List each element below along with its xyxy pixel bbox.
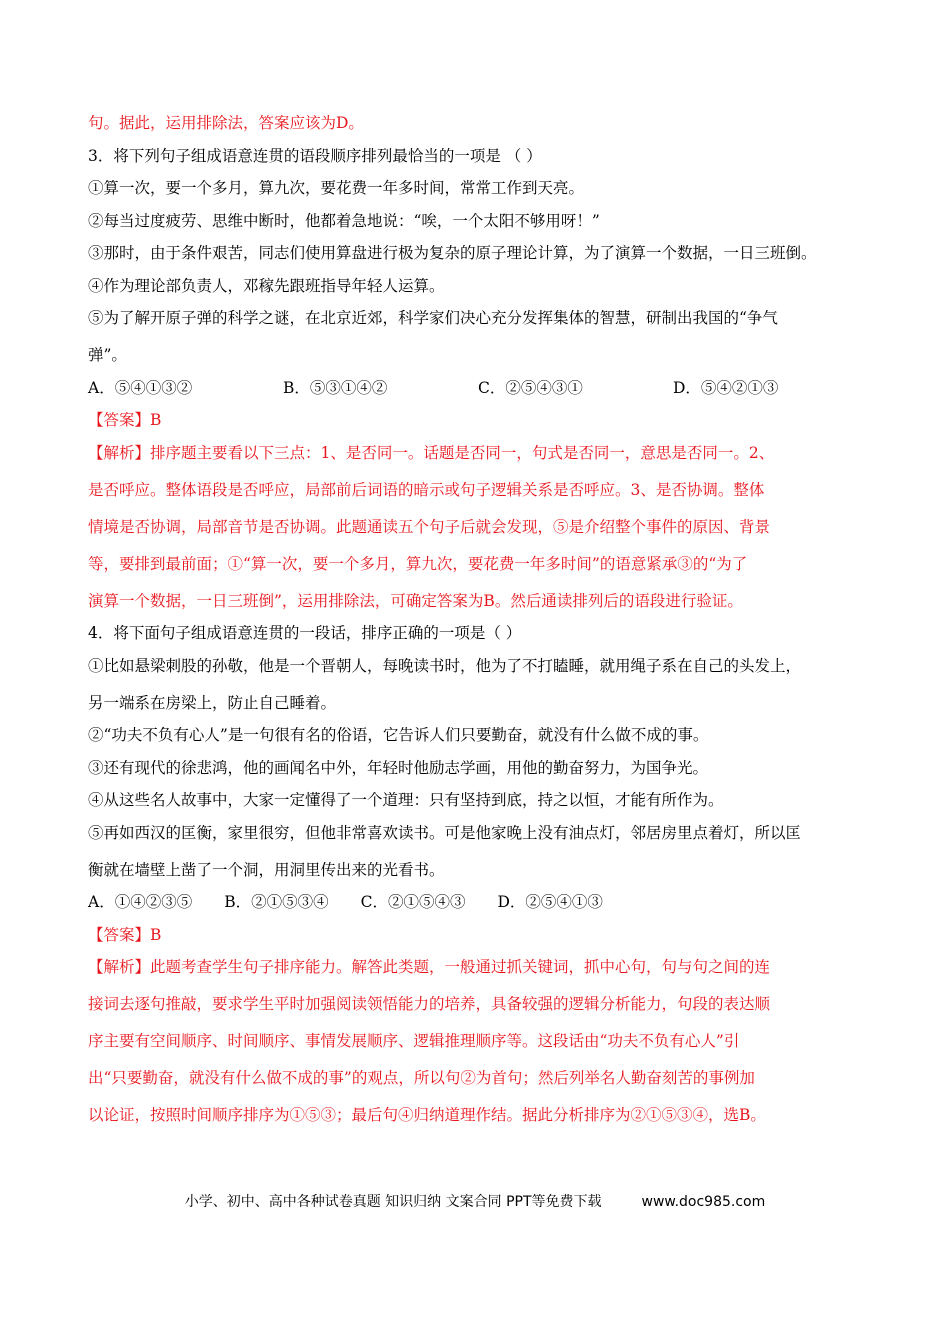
q3-analysis-line-1: 【解析】排序题主要看以下三点：1、是否同一。话题是否同一，句式是否同一，意思是否同一。2、 bbox=[88, 443, 775, 462]
q4-option-d: D．②⑤④①③ bbox=[497, 893, 603, 911]
q3-option-b: B．⑤③①④② bbox=[283, 378, 388, 397]
q4-sentence-1 bbox=[88, 656, 868, 713]
page-footer bbox=[0, 1192, 950, 1212]
q4-sentence-5 bbox=[88, 823, 868, 880]
q4-answer: 【答案】B bbox=[88, 925, 162, 944]
document-body bbox=[88, 113, 868, 1138]
q4-stem: 4．将下面句子组成语意连贯的一段话，排序正确的一项是（ ） bbox=[88, 624, 522, 642]
footer-text: 小学、初中、高中各种试卷真题 知识归纳 文案合同 PPT等免费下载 bbox=[184, 1194, 602, 1210]
q3-stem: 3．将下列句子组成语意连贯的语段顺序排列最恰当的一项是 （ ） bbox=[88, 146, 542, 165]
q4-option-b: B．②①⑤③④ bbox=[224, 893, 329, 911]
q3-option-d: D．⑤④②①③ bbox=[673, 378, 779, 397]
q3-analysis bbox=[88, 443, 868, 611]
q3-sentence-3: ③那时，由于条件艰苦，同志们使用算盘进行极为复杂的原子理论计算，为了演算一个数据，一日三班倒。 bbox=[88, 244, 817, 262]
q4-sentence-4: ④从这些名人故事中，大家一定懂得了一个道理：只有坚持到底，持之以恒，才能有所作为。 bbox=[88, 791, 724, 809]
q4-options bbox=[88, 892, 868, 912]
previous-analysis-tail: 句。据此，运用排除法，答案应该为D。 bbox=[88, 114, 364, 132]
q4-sentence-1-line-2: 另一端系在房梁上，防止自己睡着。 bbox=[88, 693, 337, 712]
q3-analysis-line-2: 是否呼应。整体语段是否呼应，局部前后词语的暗示或句子逻辑关系是否呼应。3、是否协调。整体 bbox=[88, 480, 765, 499]
q3-sentence-5-line-2: 弹”。 bbox=[88, 346, 127, 364]
q3-option-c: C．②⑤④③① bbox=[478, 378, 583, 397]
q3-options bbox=[88, 378, 868, 398]
q4-analysis-line-2: 接词去逐句推敲，要求学生平时加强阅读领悟能力的培养，具备较强的逻辑分析能力，句段的表达顺 bbox=[88, 995, 771, 1013]
q4-analysis-line-3: 序主要有空间顺序、时间顺序、事情发展顺序、逻辑推理顺序等。这段话由“功夫不负有心人”引 bbox=[88, 1032, 740, 1050]
q4-sentence-5-line-1: ⑤再如西汉的匡衡，家里很穷，但他非常喜欢读书。可是他家晚上没有油点灯，邻居房里点着灯，所以匡 bbox=[88, 823, 802, 842]
q4-sentence-2: ②“功夫不负有心人”是一句很有名的俗语，它告诉人们只要勤奋，就没有什么做不成的事。 bbox=[88, 726, 709, 744]
q4-analysis-line-1: 【解析】此题考查学生句子排序能力。解答此类题，一般通过抓关键词，抓中心句，句与句之间的连 bbox=[88, 958, 771, 976]
q3-analysis-line-4: 等，要排到最前面；①“算一次，要一个多月，算九次，要花费一年多时间”的语意紧承③的“为了 bbox=[88, 554, 748, 573]
q3-sentence-2: ②每当过度疲劳、思维中断时，他都着急地说：“唉，一个太阳不够用呀！” bbox=[88, 211, 600, 230]
q3-sentence-5-line-1: ⑤为了解开原子弹的科学之谜，在北京近郊，科学家们决心充分发挥集体的智慧，研制出我国的“争气 bbox=[88, 309, 778, 327]
q3-sentence-4: ④作为理论部负责人，邓稼先跟班指导年轻人运算。 bbox=[88, 276, 445, 295]
q3-analysis-line-3: 情境是否协调，局部音节是否协调。此题通读五个句子后就会发现，⑤是介绍整个事件的原因、背景 bbox=[88, 517, 771, 536]
q4-analysis bbox=[88, 957, 868, 1125]
q4-option-c: C．②①⑤④③ bbox=[360, 893, 466, 911]
footer-url[interactable]: www.doc985.com bbox=[641, 1194, 766, 1210]
q4-analysis-line-4: 出“只要勤奋，就没有什么做不成的事”的观点，所以句②为首句；然后列举名人勤奋刻苦的事例加 bbox=[88, 1069, 755, 1087]
q3-sentence-5 bbox=[88, 308, 868, 365]
q4-sentence-3: ③还有现代的徐悲鸿，他的画闻名中外，年轻时他励志学画，用他的勤奋努力，为国争光。 bbox=[88, 758, 709, 777]
q3-sentence-1: ①算一次，要一个多月，算九次，要花费一年多时间，常常工作到天亮。 bbox=[88, 179, 585, 197]
q4-sentence-5-line-2: 衡就在墙壁上凿了一个洞，用洞里传出来的光看书。 bbox=[88, 860, 445, 879]
q4-sentence-1-line-1: ①比如悬梁刺股的孙敬，他是一个晋朝人，每晚读书时，他为了不打瞌睡，就用绳子系在自己的头发上， bbox=[88, 656, 802, 675]
q3-option-a: A．⑤④①③② bbox=[88, 378, 193, 397]
q3-answer: 【答案】B bbox=[88, 411, 162, 429]
q4-analysis-line-5: 以论证，按照时间顺序排序为①⑤③；最后句④归纳道理作结。据此分析排序为②①⑤③④，选B。 bbox=[88, 1106, 766, 1124]
q3-analysis-line-5: 演算一个数据，一日三班倒”，运用排除法，可确定答案为B。然后通读排列后的语段进行验证。 bbox=[88, 591, 743, 610]
q4-option-a: A．①④②③⑤ bbox=[88, 893, 193, 911]
